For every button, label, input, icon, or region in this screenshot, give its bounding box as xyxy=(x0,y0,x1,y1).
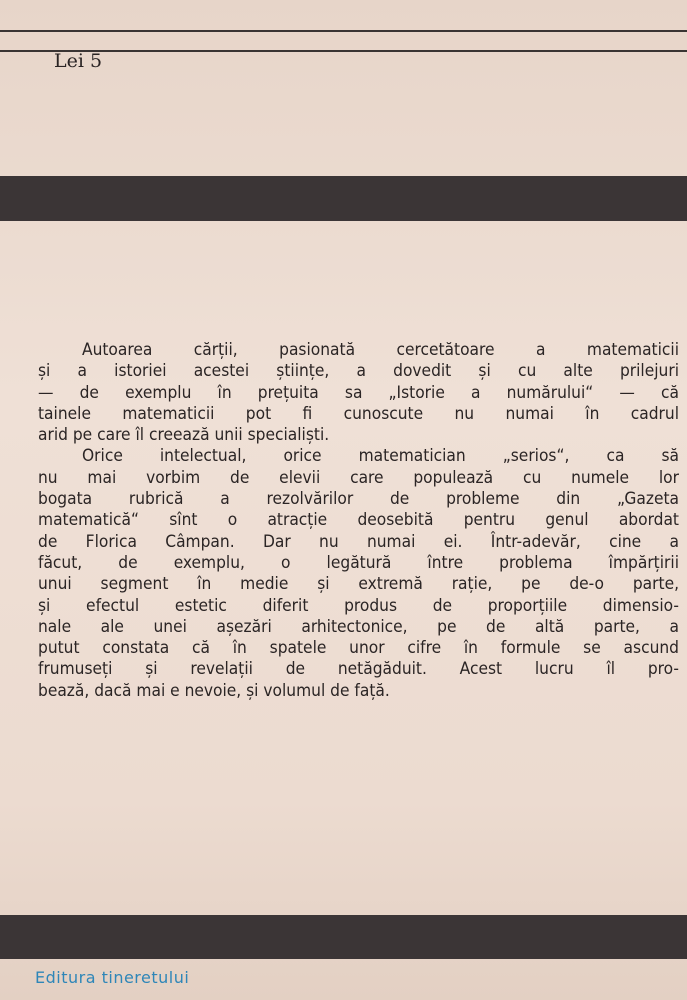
blurb-line: frumuseți și revelații de netăgăduit. Acest lucru îl pro- xyxy=(38,659,679,680)
blurb-line: tainele matematicii pot fi cunoscute nu numai în cadrul xyxy=(38,403,679,424)
blurb-line: și efectul estetic diferit produs de proporțiile dimensio- xyxy=(38,595,679,616)
blurb-paragraph-1 xyxy=(38,340,679,446)
blurb-line: bogata rubrică a rezolvărilor de probleme din „Gazeta xyxy=(38,489,679,510)
blurb-line: făcut, de exemplu, o legătură între problema împărțirii xyxy=(38,552,679,573)
blurb-line: matematică“ sînt o atracție deosebită pentru genul abordat xyxy=(38,510,679,531)
blurb-line: arid pe care îl creează unii specialiști. xyxy=(38,425,330,446)
price-label: Lei 5 xyxy=(54,50,103,72)
blurb-line: bează, dacă mai e nevoie, și volumul de față. xyxy=(38,680,390,701)
blurb-line: Autoarea cărții, pasionată cercetătoare a matematicii xyxy=(82,340,679,360)
blurb-line: de Florica Câmpan. Dar nu numai ei. Într-adevăr, cine a xyxy=(38,531,679,552)
blurb-text xyxy=(38,340,679,702)
blurb-line: Orice intelectual, orice matematician „serios“, ca să xyxy=(82,446,679,467)
top-double-rule xyxy=(0,30,687,52)
lower-dark-band xyxy=(0,915,687,959)
blurb-paragraph-2 xyxy=(38,446,679,702)
blurb-line: nu mai vorbim de elevii care populează cu numele lor xyxy=(38,467,679,488)
blurb-line: și a istoriei acestei științe, a dovedit și cu alte prilejuri xyxy=(38,361,679,382)
blurb-line: — de exemplu în prețuita sa „Istorie a numărului“ — că xyxy=(38,382,679,403)
upper-dark-band xyxy=(0,176,687,221)
blurb-line: putut constata că în spatele unor cifre în formule se ascund xyxy=(38,638,679,659)
blurb-line: nale ale unei așezări arhitectonice, pe de altă parte, a xyxy=(38,616,679,637)
blurb-line: unui segment în medie și extremă rație, pe de-o parte, xyxy=(38,574,679,595)
publisher-name: Editura tineretului xyxy=(35,968,190,987)
